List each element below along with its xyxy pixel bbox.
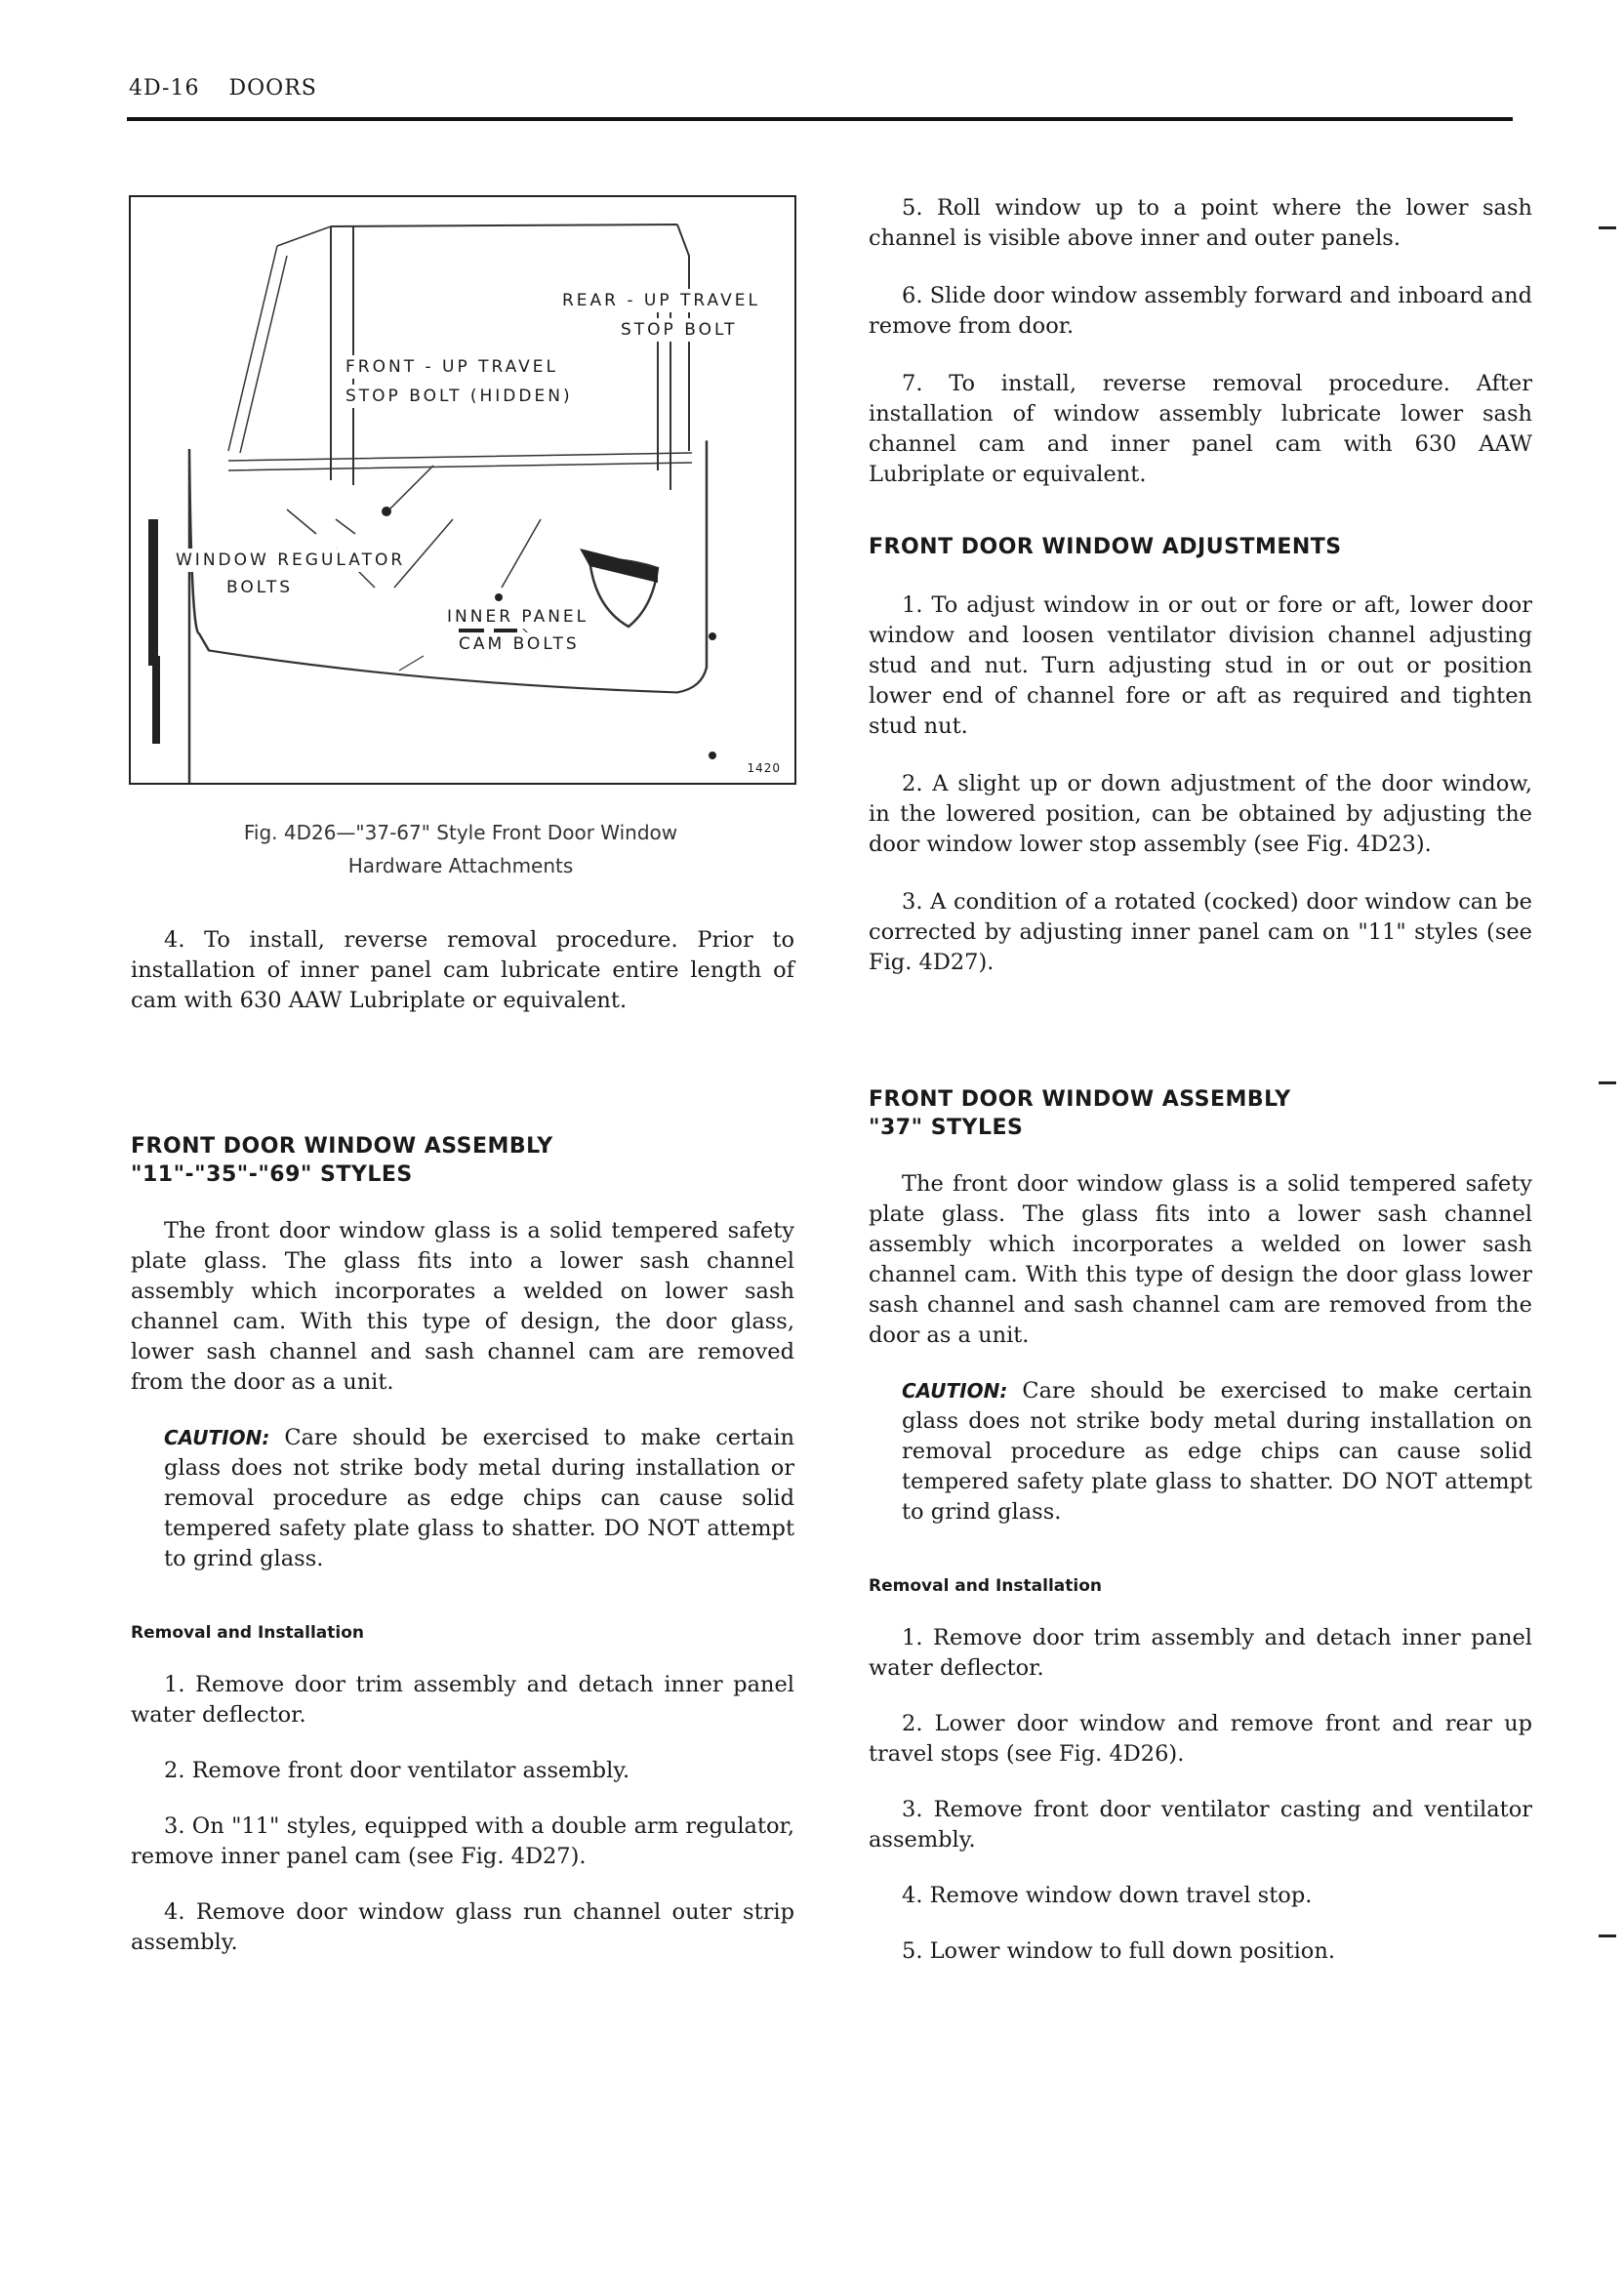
- left-step: 3. On "11" styles, equipped with a double arm regulator, remove inner panel cam (see Fig. 4D27).: [131, 1813, 794, 1869]
- right-caution: [902, 1376, 1532, 1527]
- removal-installation-subheading: Removal and Installation: [869, 1576, 1102, 1596]
- right-body-paragraph: The front door window glass is a solid tempered safety plate glass. The glass fits into a lower sash channel assembly which incorporates a welded on lower sash channel cam. With this type of design the door glass lower sash channel and sash channel cam are removed from the door as a unit.: [869, 1171, 1532, 1348]
- right-section: [869, 1085, 1532, 1967]
- header-rule: [127, 117, 1513, 121]
- caption-line-2: Hardware Attachments: [347, 854, 574, 877]
- caution-text: Care should be exercised to make certain glass does not strike body metal during installation or removal procedure as edge chips can cause solid tempered safety plate glass to shatter. DO NOT attempt to grind glass.: [164, 1425, 795, 1571]
- rear-stop-label-2: STOP BOLT: [621, 320, 738, 340]
- right-step: 7. To install, reverse removal procedure. After installation of window assembly lubricate lower sash channel cam and inner panel cam with 630 AAW Lubriplate or equivalent.: [869, 371, 1532, 487]
- caution-text: Care should be exercised to make certain glass does not strike body metal during installation on removal procedure as edge chips can cause solid tempered safety plate glass to shatter. DO NOT attempt to grind glass.: [902, 1378, 1533, 1525]
- left-section: [131, 1132, 794, 1958]
- adjustment-step: 2. A slight up or down adjustment of the door window, in the lowered position, can be obtained by adjusting the door window lower stop assembly (see Fig. 4D23).: [869, 771, 1532, 857]
- section-heading-11-35-69: [131, 1132, 794, 1189]
- heading-line-2: "37" STYLES: [869, 1116, 1024, 1140]
- heading-line-1: FRONT DOOR WINDOW ASSEMBLY: [869, 1087, 1291, 1112]
- figure-caption: [129, 816, 792, 882]
- door-diagram: [131, 197, 794, 783]
- front-stop-label-1: FRONT - UP TRAVEL: [345, 357, 559, 377]
- adjustment-step: 3. A condition of a rotated (cocked) door window can be corrected by adjusting inner panel cam on "11" styles (see Fig. 4D27).: [869, 889, 1532, 975]
- regulator-label-1: WINDOW REGULATOR: [176, 550, 406, 570]
- margin-mark: [1599, 1081, 1616, 1084]
- page-header: [129, 76, 317, 101]
- right-step: 6. Slide door window assembly forward and inboard and remove from door.: [869, 283, 1532, 339]
- left-step: 4. Remove door window glass run channel outer strip assembly.: [131, 1899, 794, 1955]
- left-step: 2. Remove front door ventilator assembly.: [164, 1758, 630, 1783]
- left-step: 1. Remove door trim assembly and detach inner panel water deflector.: [131, 1672, 794, 1728]
- left-body-paragraph: The front door window glass is a solid tempered safety plate glass. The glass fits into a lower sash channel assembly which incorporates a welded on lower sash channel cam. With this type of design, the door glass, lower sash channel and sash channel cam are removed from the door as a unit.: [131, 1218, 794, 1395]
- left-caution: [164, 1423, 794, 1574]
- adjustment-step: 1. To adjust window in or out or fore or aft, lower door window and loosen ventilator division channel adjusting stud and nut. Turn adjusting stud in or out or position lower end of channel fore or aft as required and tighten stud nut.: [869, 592, 1532, 739]
- margin-mark: [1599, 1934, 1616, 1937]
- figure-number: 1420: [747, 761, 781, 775]
- removal-installation-subheading: Removal and Installation: [131, 1623, 364, 1643]
- right-top-steps: [869, 193, 1532, 978]
- section-title: DOORS: [228, 76, 317, 101]
- heading-line-2: "11"-"35"-"69" STYLES: [131, 1162, 413, 1187]
- left-step-4-block: [131, 925, 794, 1016]
- regulator-label-2: BOLTS: [226, 578, 294, 597]
- right-step: 5. Lower window to full down position.: [902, 1938, 1335, 1964]
- cam-label-1: INNER PANEL: [447, 607, 589, 627]
- front-stop-label-2: STOP BOLT (HIDDEN): [345, 387, 573, 406]
- caution-label: CAUTION:: [902, 1379, 1008, 1403]
- caution-label: CAUTION:: [164, 1426, 270, 1449]
- heading-line-1: FRONT DOOR WINDOW ASSEMBLY: [131, 1134, 553, 1159]
- right-step: 4. Remove window down travel stop.: [902, 1883, 1313, 1908]
- rear-stop-label-1: REAR - UP TRAVEL: [562, 291, 760, 310]
- left-step-4: 4. To install, reverse removal procedure. Prior to installation of inner panel cam lubricate entire length of cam with 630 AAW Lubriplate or equivalent.: [131, 927, 794, 1013]
- door-hardware-figure: [129, 195, 796, 785]
- right-step: 3. Remove front door ventilator casting and ventilator assembly.: [869, 1797, 1532, 1852]
- cam-label-2: CAM BOLTS: [459, 634, 580, 654]
- adjustments-heading: FRONT DOOR WINDOW ADJUSTMENTS: [869, 535, 1342, 559]
- page-number: 4D-16: [129, 76, 200, 101]
- right-step: 5. Roll window up to a point where the lower sash channel is visible above inner and outer panels.: [869, 195, 1532, 251]
- section-heading-37: [869, 1085, 1532, 1142]
- right-step: 2. Lower door window and remove front and rear up travel stops (see Fig. 4D26).: [869, 1711, 1532, 1767]
- caption-line-1: Fig. 4D26—"37-67" Style Front Door Window: [243, 821, 678, 844]
- margin-mark: [1599, 226, 1616, 229]
- right-step: 1. Remove door trim assembly and detach inner panel water deflector.: [869, 1625, 1532, 1681]
